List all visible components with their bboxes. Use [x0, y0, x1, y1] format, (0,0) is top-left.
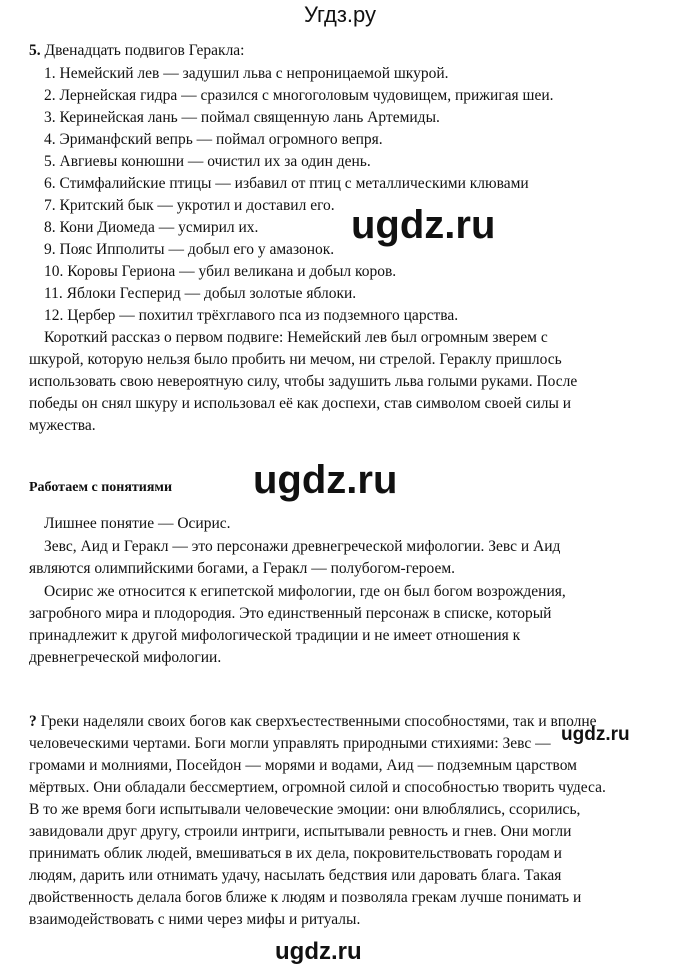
question-line: громами и молниями, Посейдон — морями и водами, Аид — подземным царством: [29, 757, 577, 774]
question-line: двойственность делала богов ближе к людям и позволяла грекам лучше понимать и: [29, 889, 582, 906]
concepts-heading: Работаем с понятиями: [29, 480, 173, 495]
story-line: использовать свою невероятную силу, чтобы задушить льва голыми руками. После: [29, 373, 578, 390]
concepts-line: Осирис же относится к египетской мифологии, где он был богом возрождения,: [44, 583, 566, 600]
story-line: шкурой, которую нельзя было пробить ни мечом, ни стрелой. Гераклу пришлось: [29, 351, 562, 368]
watermark: ugdz.ru: [351, 203, 496, 247]
question-mark: ?: [29, 713, 37, 730]
list-item: 5. Авгиевы конюшни — очистил их за один день.: [44, 153, 371, 170]
concepts-line: Лишнее понятие — Осирис.: [44, 515, 231, 532]
concepts-line: являются олимпийскими богами, а Геракл — полубогом-героем.: [29, 560, 456, 577]
question-line: человеческими чертами. Боги могли управлять природными стихиями: Зевс —: [29, 735, 551, 752]
story-line: мужества.: [29, 417, 96, 434]
question-line: В то же время боги испытывали человеческие эмоции: они влюблялись, ссорились,: [29, 801, 581, 818]
concepts-line: Зевс, Аид и Геракл — это персонажи древнегреческой мифологии. Зевс и Аид: [44, 538, 561, 555]
list-item: 10. Коровы Гериона — убил великана и добыл коров.: [44, 263, 397, 280]
story-line: Короткий рассказ о первом подвиге: Немейский лев был огромным зверем с: [44, 329, 548, 346]
list-item: 11. Яблоки Гесперид — добыл золотые яблоки.: [44, 285, 357, 302]
concepts-line: принадлежит к другой мифологической традиции и не имеет отношения к: [29, 627, 521, 644]
list-item: 9. Пояс Ипполиты — добыл его у амазонок.: [44, 241, 335, 258]
section-title: Двенадцать подвигов Геракла:: [44, 42, 245, 59]
concepts-line: загробного мира и плодородия. Это единственный персонаж в списке, который: [29, 605, 552, 622]
watermark: ugdz.ru: [275, 938, 362, 965]
watermark: ugdz.ru: [561, 724, 630, 745]
site-header-title: Угдз.ру: [303, 2, 377, 27]
list-item: 12. Цербер — похитил трёхглавого пса из подземного царства.: [44, 307, 459, 324]
list-item: 6. Стимфалийские птицы — избавил от птиц с металлическими клювами: [44, 175, 529, 192]
question-text: Греки наделяли своих богов как сверхъестественными способностями, так и вполне: [36, 713, 597, 730]
question-line: завидовали друг другу, строили интриги, испытывали ревность и гнев. Они могли: [29, 823, 572, 840]
question-line: мёртвых. Они обладали бессмертием, огромной силой и способностью творить чудеса.: [29, 779, 606, 796]
watermark: ugdz.ru: [253, 458, 398, 502]
story-line: победы он снял шкуру и использовал её как доспехи, став символом своей силы и: [29, 395, 572, 412]
list-item: 4. Эриманфский вепрь — поймал огромного вепря.: [44, 131, 383, 148]
section-5-title-line: [29, 41, 245, 61]
list-item: 1. Немейский лев — задушил льва с непроницаемой шкурой.: [44, 65, 449, 82]
list-item: 7. Критский бык — укротил и доставил его.: [44, 197, 335, 214]
list-item: 8. Кони Диомеда — усмирил их.: [44, 219, 259, 236]
section-number: 5.: [29, 42, 41, 59]
question-first-line: [29, 712, 597, 732]
question-line: принимать облик людей, вмешиваться в их дела, покровительствовать городам и: [29, 845, 562, 862]
list-item: 2. Лернейская гидра — сразился с многоголовым чудовищем, прижигая шеи.: [44, 87, 554, 104]
question-line: взаимодействовать с ними через мифы и ритуалы.: [29, 911, 361, 928]
concepts-line: древнегреческой мифологии.: [29, 649, 222, 666]
list-item: 3. Керинейская лань — поймал священную лань Артемиды.: [44, 109, 440, 126]
question-line: людям, дарить или отнимать удачу, насылать бедствия или даровать блага. Такая: [29, 867, 562, 884]
